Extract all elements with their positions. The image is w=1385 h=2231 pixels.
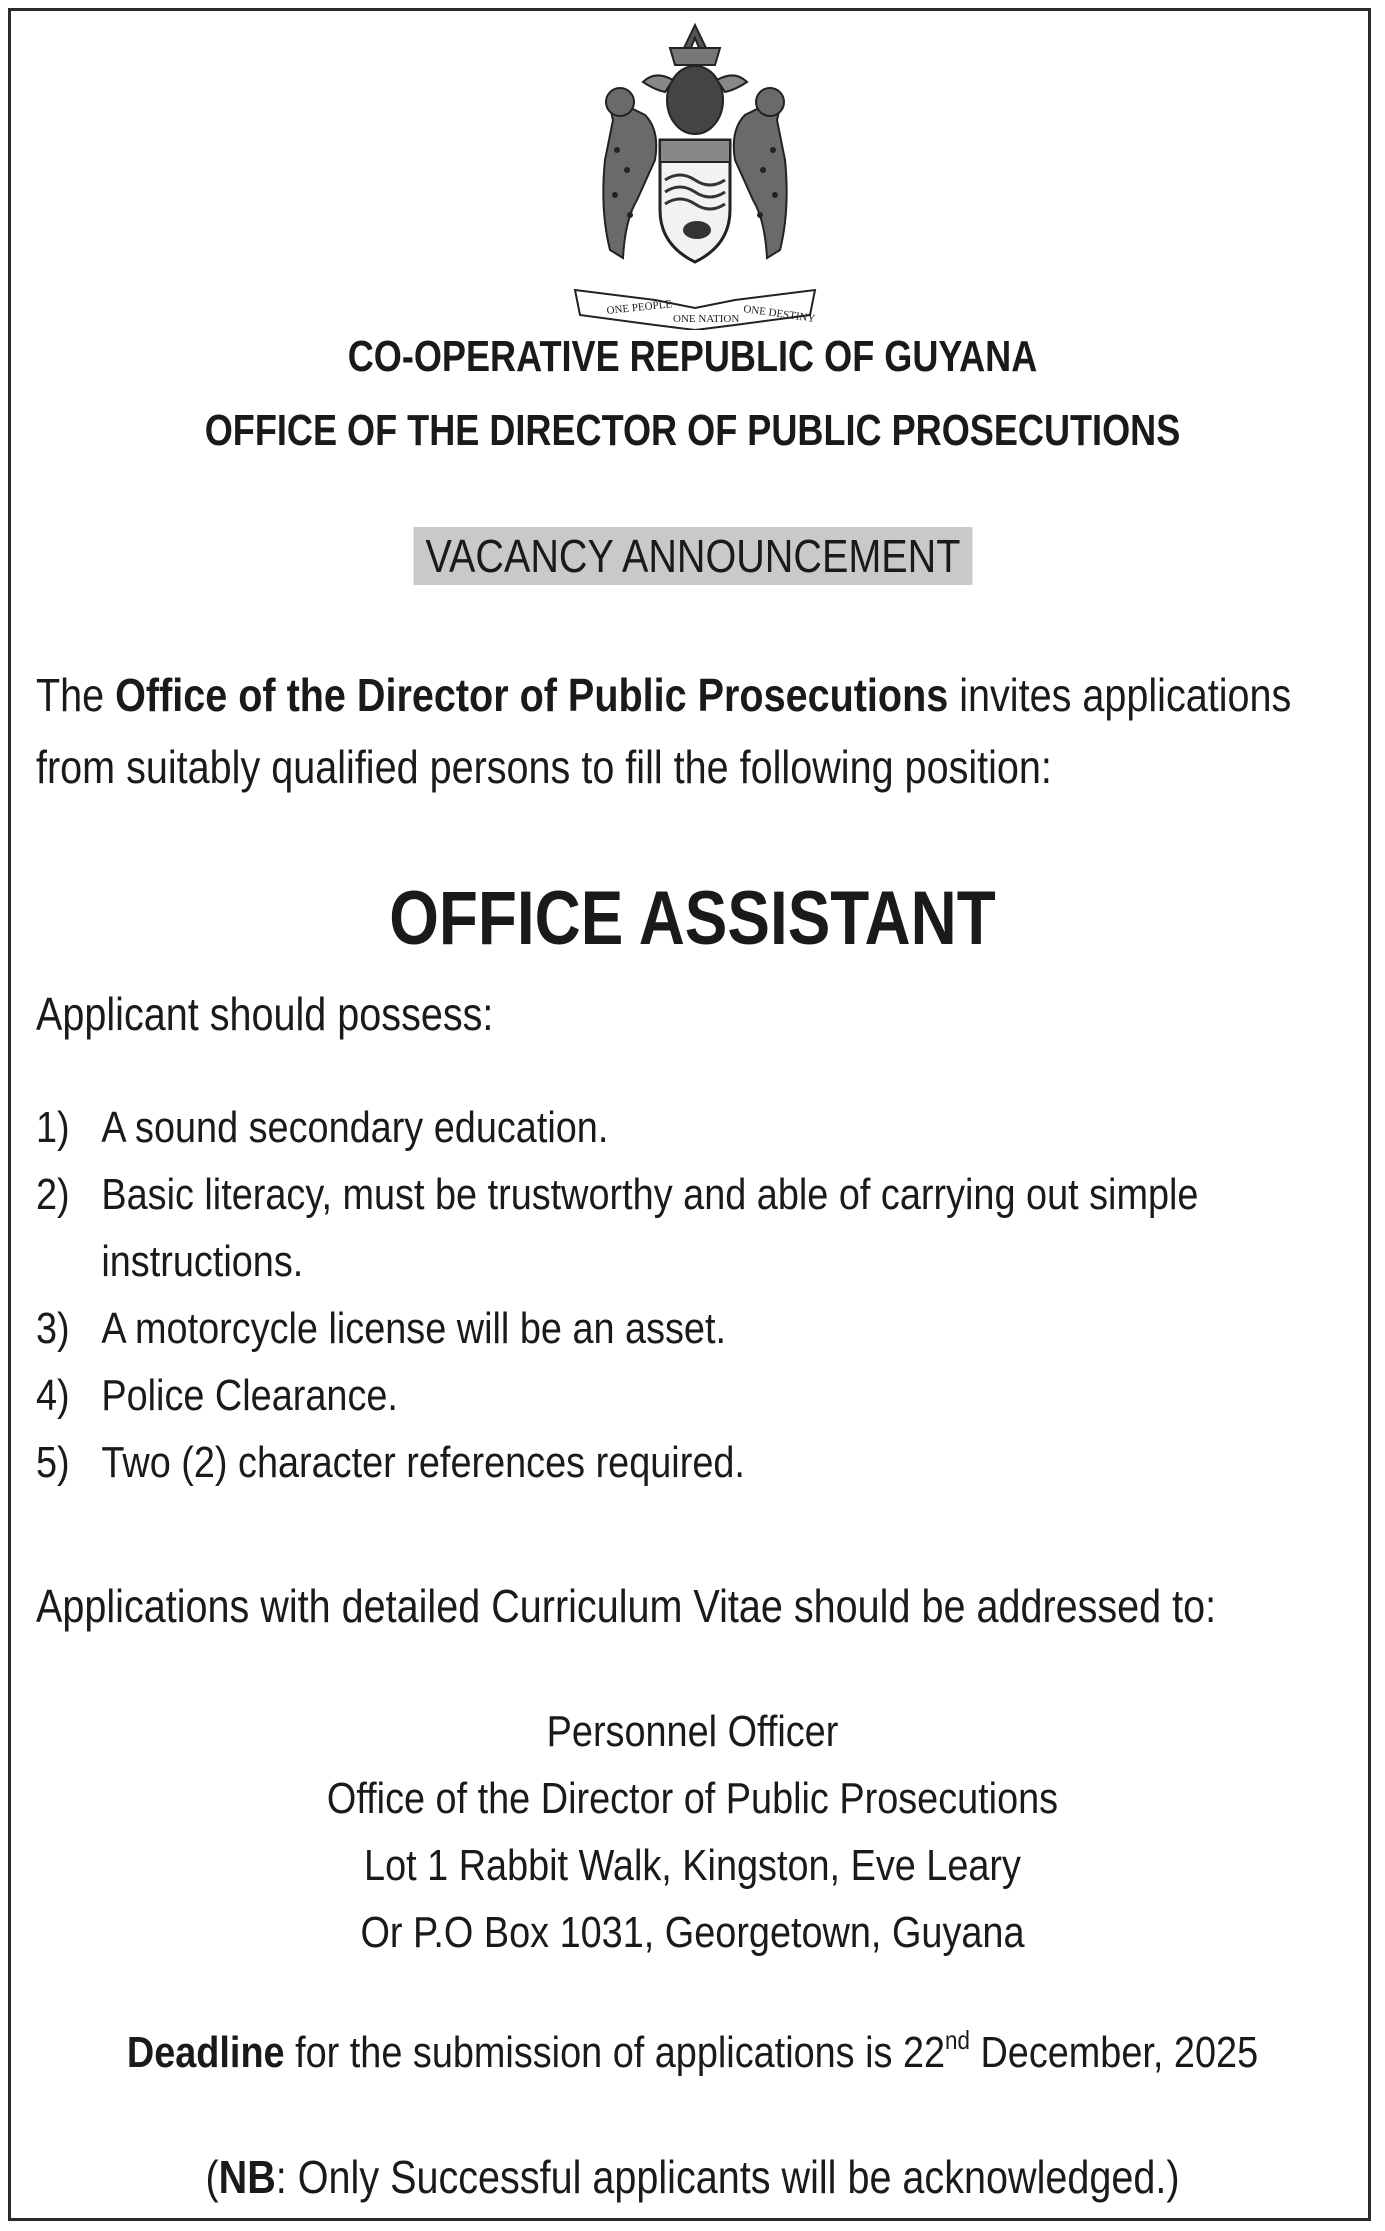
- intro-office-name: Office of the Director of Public Prosecutions: [115, 669, 949, 721]
- svg-text:ONE PEOPLE: ONE PEOPLE: [606, 298, 673, 317]
- requirement-text: A motorcycle license will be an asset.: [101, 1304, 727, 1353]
- deadline-label: Deadline: [126, 2028, 285, 2077]
- address-line: Or P.O Box 1031, Georgetown, Guyana: [360, 1908, 1025, 1957]
- deadline-line: [97, 2025, 1288, 2078]
- requirement-text: A sound secondary education.: [101, 1103, 609, 1152]
- requirement-number: 4): [36, 1371, 70, 1420]
- requirement-text: instructions.: [101, 1237, 304, 1286]
- note-text: : Only Successful applicants will be acknowledged.): [275, 2151, 1180, 2203]
- address-line: Office of the Director of Public Prosecutions: [326, 1774, 1059, 1823]
- intro-suffix: invites applications: [948, 669, 1292, 721]
- note-label: NB: [218, 2151, 276, 2203]
- svg-text:ONE DESTINY: ONE DESTINY: [742, 303, 816, 326]
- requirement-number: 3): [36, 1304, 70, 1353]
- requirement-text: Two (2) character references required.: [101, 1438, 745, 1487]
- requirement-number: 5): [36, 1438, 70, 1487]
- requirement-number: 1): [36, 1103, 70, 1152]
- announcement-container: [0, 527, 1385, 585]
- requirement-text: Basic literacy, must be trustworthy and able of carrying out simple: [101, 1170, 1199, 1219]
- svg-text:ONE NATION: ONE NATION: [673, 313, 740, 325]
- intro-line-1: [36, 659, 1292, 731]
- note-open: (: [205, 2151, 219, 2203]
- address-line: Lot 1 Rabbit Walk, Kingston, Eve Leary: [364, 1841, 1021, 1890]
- requirement-text: Police Clearance.: [101, 1371, 398, 1420]
- country-heading: CO-OPERATIVE REPUBLIC OF GUYANA: [347, 332, 1038, 381]
- deadline-date: December, 2025: [969, 2028, 1259, 2077]
- note-line: [97, 2150, 1288, 2204]
- position-title: OFFICE ASSISTANT: [389, 876, 996, 961]
- deadline-ordinal: nd: [945, 2025, 970, 2055]
- address-line: Personnel Officer: [546, 1707, 839, 1756]
- intro-prefix: The: [36, 669, 116, 721]
- coat-of-arms-logo: [565, 20, 825, 330]
- deadline-text: for the submission of applications is 22: [284, 2028, 946, 2077]
- requirements-heading: Applicant should possess:: [36, 988, 494, 1040]
- intro-line-2: from suitably qualified persons to fill the following position:: [36, 741, 1052, 793]
- requirement-number: 2): [36, 1170, 70, 1219]
- office-heading: OFFICE OF THE DIRECTOR OF PUBLIC PROSECUTIONS: [204, 406, 1181, 455]
- address-intro: Applications with detailed Curriculum Vitae should be addressed to:: [36, 1580, 1217, 1632]
- vacancy-announcement-label: VACANCY ANNOUNCEMENT: [413, 527, 972, 585]
